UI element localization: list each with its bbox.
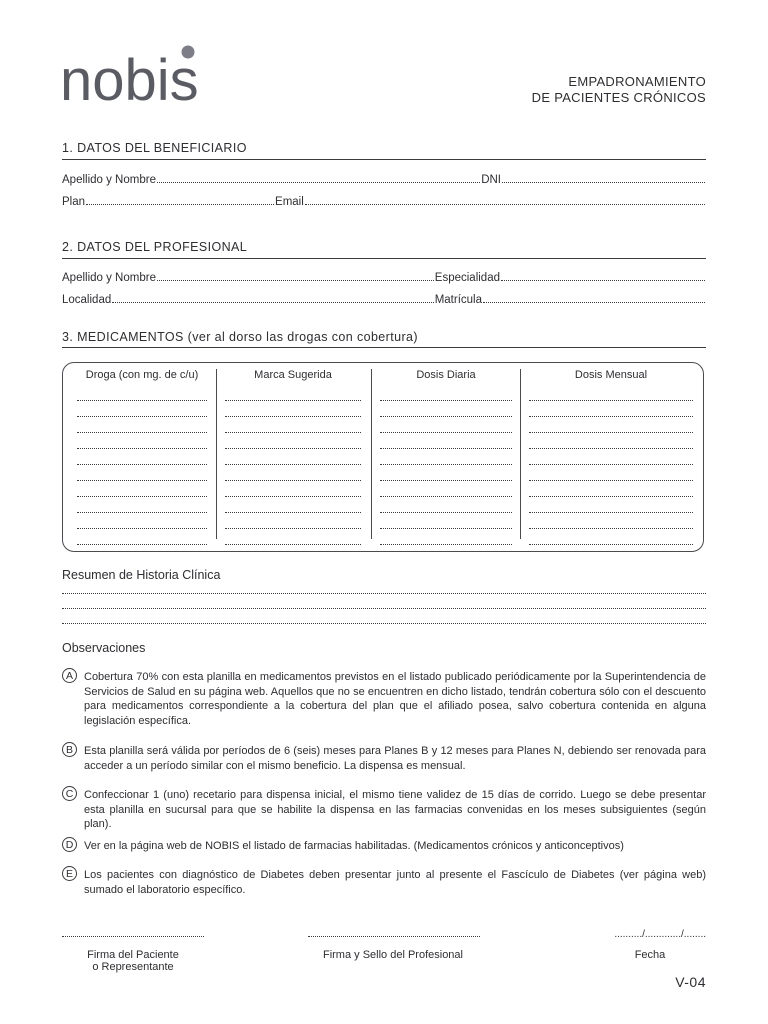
firma-paciente-label-line1: Firma del Paciente xyxy=(87,949,179,961)
marca-entry[interactable] xyxy=(225,497,361,513)
marca-entry[interactable] xyxy=(225,385,361,401)
profesional-matricula-field[interactable] xyxy=(483,302,705,303)
droga-entry[interactable] xyxy=(77,417,207,433)
col-marca xyxy=(219,369,367,541)
dosis-mensual-entry[interactable] xyxy=(529,497,693,513)
marca-entry[interactable] xyxy=(225,433,361,449)
section1-title: 1. DATOS DEL BENEFICIARIO xyxy=(62,141,247,155)
dosis-diaria-entry[interactable] xyxy=(380,417,512,433)
resumen-line[interactable] xyxy=(62,593,706,594)
section3-subtitle: (ver al dorso las drogas con cobertura) xyxy=(187,330,418,344)
dosis-diaria-entry[interactable] xyxy=(380,401,512,417)
profesional-apellido-field[interactable] xyxy=(157,280,434,281)
firma-paciente-label xyxy=(62,949,204,973)
dosis-mensual-entry[interactable] xyxy=(529,529,693,545)
marca-entry[interactable] xyxy=(225,481,361,497)
form-title xyxy=(532,74,706,106)
firma-profesional-line[interactable] xyxy=(308,936,480,937)
profesional-especialidad-field[interactable] xyxy=(501,280,705,281)
droga-entry[interactable] xyxy=(77,497,207,513)
section2-title: 2. DATOS DEL PROFESIONAL xyxy=(62,240,248,254)
dosis-diaria-entry[interactable] xyxy=(380,481,512,497)
letter-b-badge: B xyxy=(62,742,77,757)
observacion-c xyxy=(62,788,706,832)
droga-entry[interactable] xyxy=(77,465,207,481)
observacion-b xyxy=(62,744,706,773)
resumen-line[interactable] xyxy=(62,623,706,624)
medicamentos-table xyxy=(62,362,704,552)
marca-entry[interactable] xyxy=(225,465,361,481)
dosis-mensual-entry[interactable] xyxy=(529,449,693,465)
beneficiario-apellido-field[interactable] xyxy=(157,182,480,183)
dosis-diaria-entry[interactable] xyxy=(380,529,512,545)
beneficiario-row2 xyxy=(62,192,706,208)
col-dosis-diaria-header: Dosis Diaria xyxy=(416,369,476,381)
resumen-label: Resumen de Historia Clínica xyxy=(62,568,221,582)
droga-entry[interactable] xyxy=(77,385,207,401)
svg-text:nobis: nobis xyxy=(60,48,199,106)
firma-paciente-line[interactable] xyxy=(62,936,204,937)
profesional-especialidad-label: Especialidad xyxy=(434,272,500,284)
dosis-mensual-entry[interactable] xyxy=(529,401,693,417)
section3-title xyxy=(62,330,418,344)
marca-entry[interactable] xyxy=(225,401,361,417)
column-divider xyxy=(371,369,372,539)
letter-a-badge: A xyxy=(62,668,77,683)
dosis-diaria-entry[interactable] xyxy=(380,513,512,529)
resumen-line[interactable] xyxy=(62,608,706,609)
observacion-d xyxy=(62,839,706,854)
dosis-mensual-entry[interactable] xyxy=(529,433,693,449)
droga-entry[interactable] xyxy=(77,529,207,545)
observacion-a-text: Cobertura 70% con esta planilla en medicamentos previstos en el listado publicado periódicamente por la Superintendencia de Servicios de Salud en su página web. Aquellos que no se encuentren en dicho listado, tendrán cobertura sólo con el descuento para medicamentos correspondiente a la cobertura del plan que el afiliado posea, salvo cobertura contenida en alguna legislación específica. xyxy=(84,671,706,727)
droga-entry[interactable] xyxy=(77,449,207,465)
nobis-logo xyxy=(60,44,232,106)
observacion-b-text: Esta planilla será válida por períodos de 6 (seis) meses para Planes B y 12 meses para Planes N, debiendo ser renovada para acceder a un período similar con el mismo beneficio. La dispensa es mensual. xyxy=(84,745,706,772)
col-droga xyxy=(71,369,213,541)
observaciones-label: Observaciones xyxy=(62,641,146,655)
profesional-row1 xyxy=(62,268,706,284)
column-divider xyxy=(216,369,217,539)
droga-entry[interactable] xyxy=(77,401,207,417)
dosis-mensual-entry[interactable] xyxy=(529,417,693,433)
column-divider xyxy=(520,369,521,539)
dosis-mensual-entry[interactable] xyxy=(529,385,693,401)
section1-divider xyxy=(62,159,706,160)
fecha-field[interactable]: ........../............./........ xyxy=(614,929,706,940)
version-code: V-04 xyxy=(675,974,706,990)
observacion-c-text: Confeccionar 1 (uno) recetario para dispensa inicial, el mismo tiene validez de 15 días de corrido. Luego se debe presentar esta planilla en sucursal para que se habilite la dispensa en las farmacias convenidas en los meses subsiguientes (según plan). xyxy=(84,789,706,831)
observacion-e-text: Los pacientes con diagnóstico de Diabetes deben presentar junto al presente el Fascículo de Diabetes (ver página web) sumado el laboratorio específico. xyxy=(84,869,706,896)
col-droga-header: Droga (con mg. de c/u) xyxy=(85,369,199,381)
observacion-e xyxy=(62,868,706,897)
form-title-line1: EMPADRONAMIENTO xyxy=(568,74,706,89)
section3-title-main: 3. MEDICAMENTOS xyxy=(62,330,184,344)
profesional-localidad-label: Localidad xyxy=(62,294,112,306)
profesional-row2 xyxy=(62,290,706,306)
profesional-matricula-label: Matrícula xyxy=(434,294,482,306)
col-dosis-mensual xyxy=(523,369,699,541)
col-dosis-mensual-header: Dosis Mensual xyxy=(574,369,648,381)
beneficiario-email-field[interactable] xyxy=(305,204,705,205)
beneficiario-dni-label: DNI xyxy=(481,174,501,186)
form-title-line2: DE PACIENTES CRÓNICOS xyxy=(531,90,706,105)
letter-d-badge: D xyxy=(62,837,77,852)
dosis-mensual-entry[interactable] xyxy=(529,465,693,481)
beneficiario-dni-field[interactable] xyxy=(502,182,705,183)
letter-c-badge: C xyxy=(62,786,77,801)
section3-divider xyxy=(62,347,706,348)
marca-entry[interactable] xyxy=(225,529,361,545)
beneficiario-plan-label: Plan xyxy=(62,196,86,208)
observacion-a xyxy=(62,670,706,728)
dosis-diaria-entry[interactable] xyxy=(380,385,512,401)
dosis-diaria-entry[interactable] xyxy=(380,433,512,449)
fecha-label: Fecha xyxy=(634,949,666,961)
col-marca-header: Marca Sugerida xyxy=(254,369,332,381)
nobis-logo-graphic xyxy=(60,44,232,106)
col-dosis-diaria xyxy=(374,369,518,541)
beneficiario-email-label: Email xyxy=(275,196,304,208)
profesional-apellido-label: Apellido y Nombre xyxy=(62,272,156,284)
dosis-mensual-entry[interactable] xyxy=(529,513,693,529)
beneficiario-row1 xyxy=(62,170,706,186)
profesional-localidad-field[interactable] xyxy=(112,302,433,303)
dosis-diaria-entry[interactable] xyxy=(380,465,512,481)
marca-entry[interactable] xyxy=(225,513,361,529)
beneficiario-apellido-label: Apellido y Nombre xyxy=(62,174,156,186)
letter-e-badge: E xyxy=(62,866,77,881)
marca-entry[interactable] xyxy=(225,417,361,433)
marca-entry[interactable] xyxy=(225,449,361,465)
firma-paciente-label-line2: o Representante xyxy=(92,961,174,973)
beneficiario-plan-field[interactable] xyxy=(86,204,274,205)
observacion-d-text: Ver en la página web de NOBIS el listado de farmacias habilitadas. (Medicamentos crónicos y anticonceptivos) xyxy=(84,840,624,852)
dosis-mensual-entry[interactable] xyxy=(529,481,693,497)
firma-profesional-label: Firma y Sello del Profesional xyxy=(322,949,463,961)
section2-divider xyxy=(62,258,706,259)
droga-entry[interactable] xyxy=(77,481,207,497)
dosis-diaria-entry[interactable] xyxy=(380,497,512,513)
droga-entry[interactable] xyxy=(77,433,207,449)
droga-entry[interactable] xyxy=(77,513,207,529)
dosis-diaria-entry[interactable] xyxy=(380,449,512,465)
